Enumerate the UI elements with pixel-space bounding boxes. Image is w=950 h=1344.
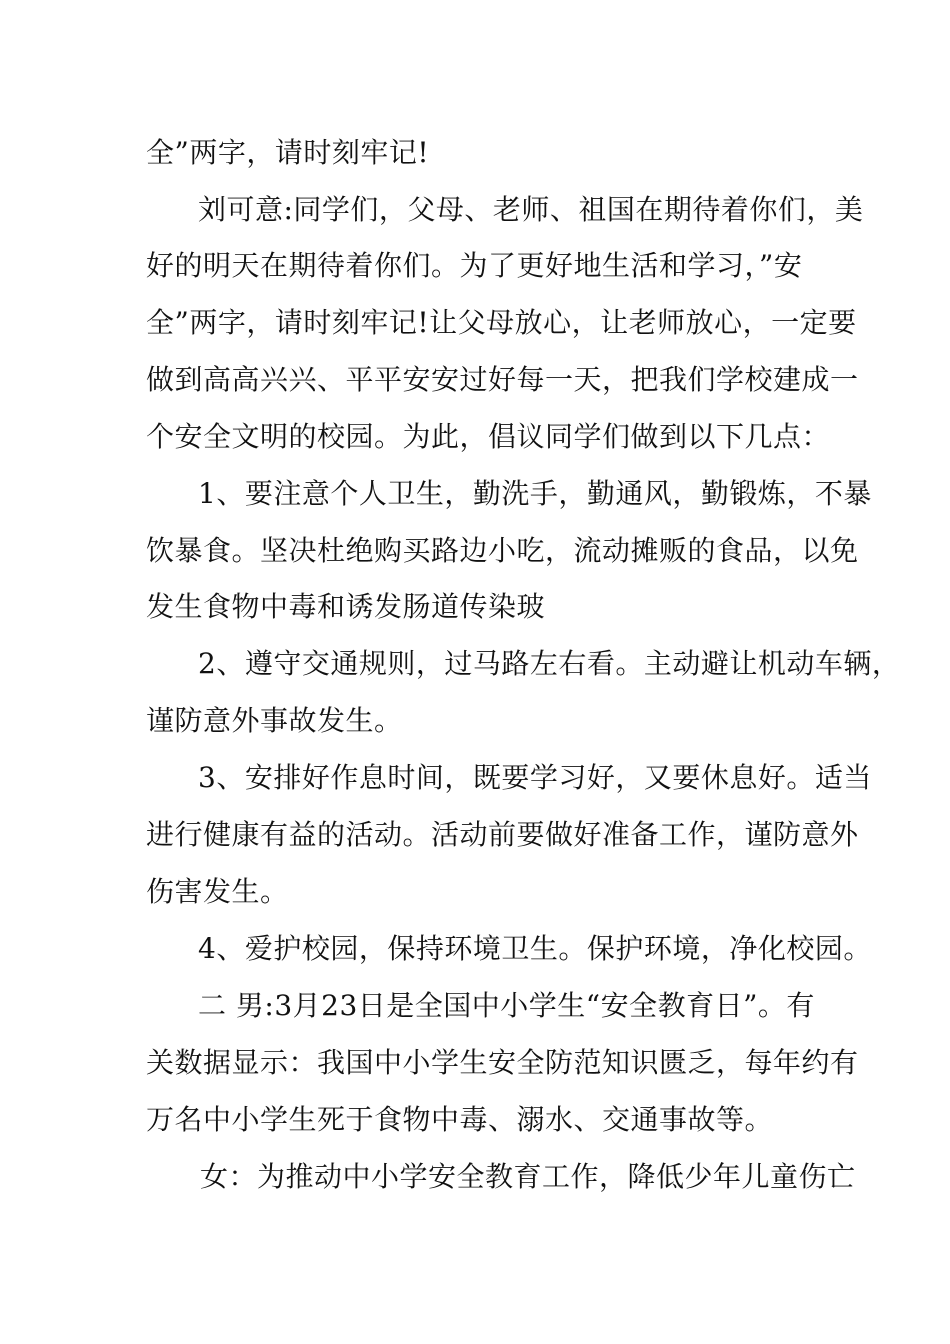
- text-line: 个安全文明的校园。为此，倡议同学们做到以下几点：: [146, 420, 831, 453]
- text-line: 伤害发生。: [146, 875, 289, 908]
- paragraph-start-line: 女：为推动中小学安全教育工作，降低少年儿童伤亡: [200, 1160, 856, 1193]
- text-line: 发生食物中毒和诱发肠道传染玻: [146, 590, 546, 623]
- text-line: 好的明天在期待着你们。为了更好地生活和学习，”安: [146, 249, 803, 282]
- list-item-3-line: 3、安排好作息时间，既要学习好，又要休息好。适当: [198, 761, 872, 794]
- text-line: 谨防意外事故发生。: [146, 704, 403, 737]
- text-line: 全”两字，请时刻牢记!: [146, 136, 430, 169]
- list-item-2-line: 2、遵守交通规则，过马路左右看。主动避让机动车辆，: [198, 647, 901, 680]
- text-line: 饮暴食。坚决杜绝购买路边小吃，流动摊贩的食品，以免: [146, 534, 859, 567]
- text-line: 进行健康有益的活动。活动前要做好准备工作，谨防意外: [146, 818, 859, 851]
- list-item-4-line: 4、爱护校园，保持环境卫生。保护环境，净化校园。: [198, 932, 872, 965]
- paragraph-start-line: 刘可意:同学们，父母、老师、祖国在期待着你们，美: [198, 193, 864, 226]
- section-start-line: 二 男:3月23日是全国中小学生“安全教育日”。有: [198, 989, 815, 1022]
- text-line: 关数据显示：我国中小学生安全防范知识匮乏，每年约有: [146, 1046, 859, 1079]
- text-line: 做到高高兴兴、平平安安过好每一天，把我们学校建成一: [146, 363, 859, 396]
- text-line: 万名中小学生死于食物中毒、溺水、交通事故等。: [146, 1103, 774, 1136]
- text-line: 全”两字，请时刻牢记!让父母放心，让老师放心，一定要: [146, 306, 857, 339]
- list-item-1-line: 1、要注意个人卫生，勤洗手，勤通风，勤锻炼，不暴: [198, 477, 872, 510]
